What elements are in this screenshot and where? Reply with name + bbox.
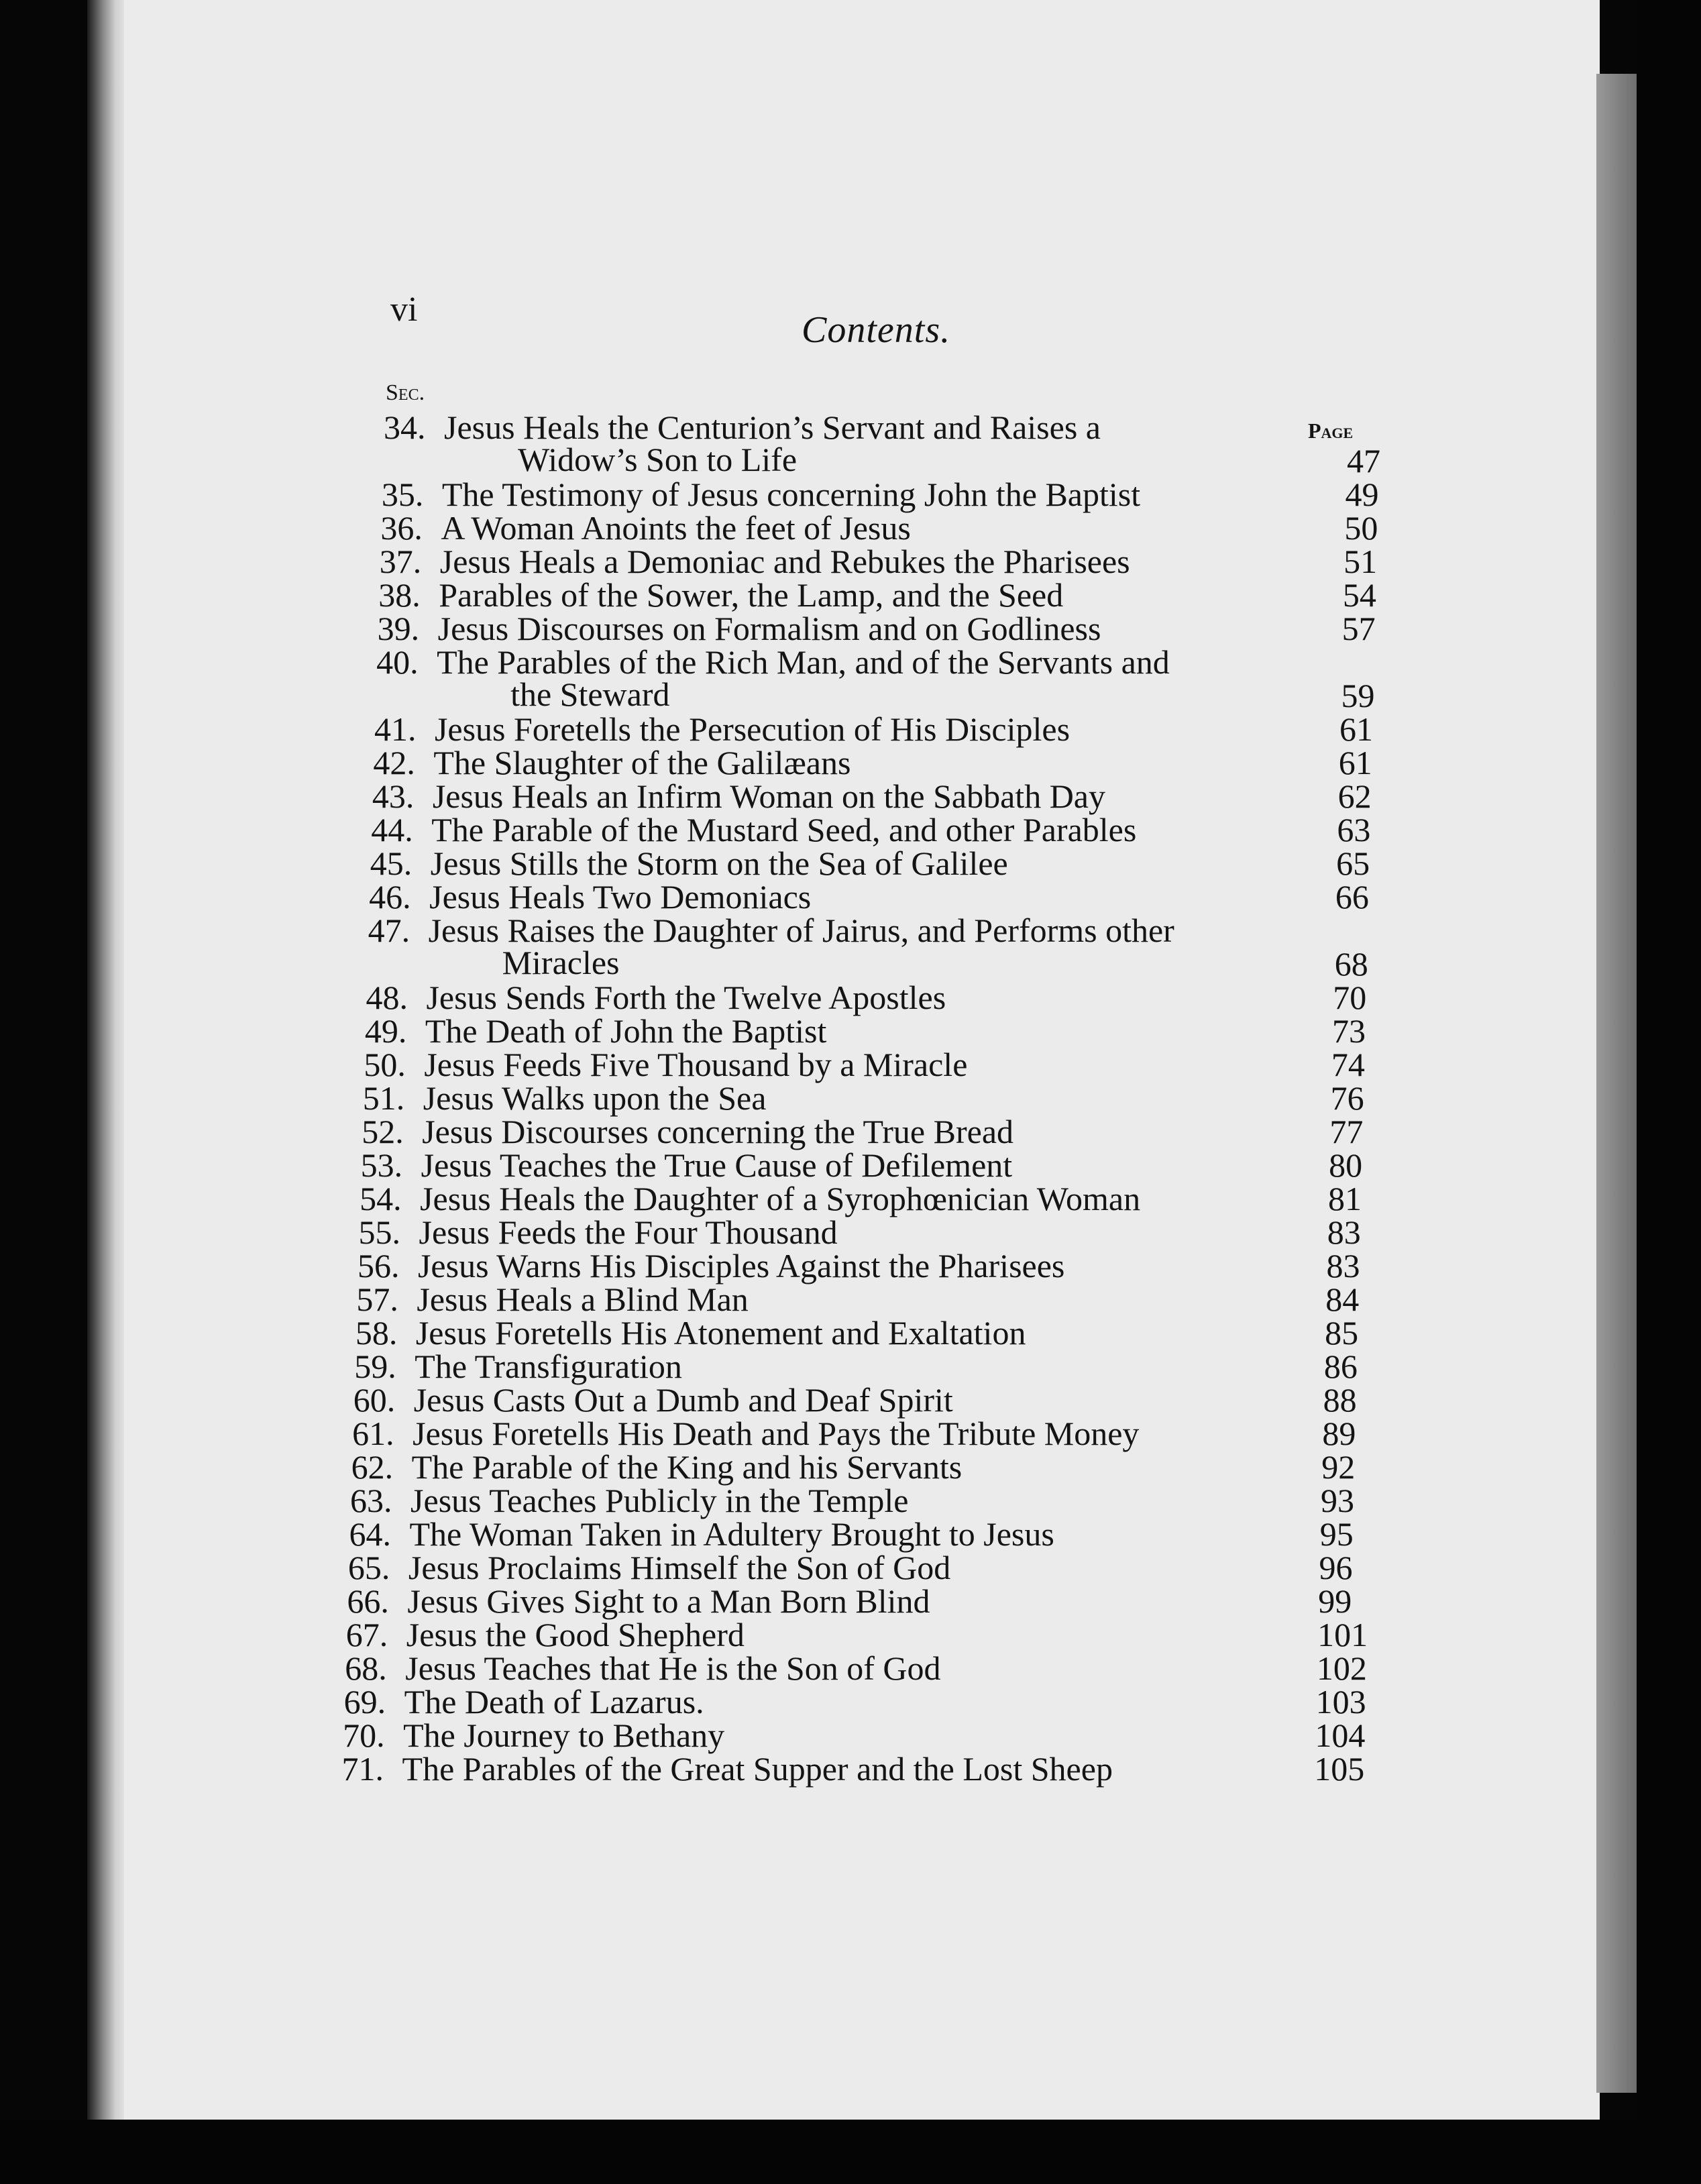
toc-title: Jesus Feeds Five Thousand by a Miracle bbox=[424, 1046, 968, 1083]
toc-page-number: 49 bbox=[1345, 476, 1379, 513]
toc-title: Jesus Heals a Blind Man bbox=[417, 1280, 749, 1318]
toc-entry bbox=[354, 1350, 1375, 1383]
toc-title: Jesus Discourses concerning the True Bread bbox=[422, 1113, 1014, 1150]
toc-section-number: 48. bbox=[366, 979, 408, 1016]
toc-entry bbox=[353, 1383, 1375, 1417]
toc-title: The Parable of the King and his Servants bbox=[411, 1448, 963, 1486]
toc-entry bbox=[365, 1014, 1375, 1048]
toc-section-number: 69. bbox=[343, 1683, 386, 1721]
toc-page-number: 105 bbox=[1314, 1750, 1365, 1788]
toc-page-number: 88 bbox=[1323, 1381, 1357, 1419]
toc-section-number: 56. bbox=[357, 1247, 400, 1285]
toc-page-number: 63 bbox=[1337, 811, 1371, 849]
toc-section-number: 40. bbox=[376, 643, 419, 681]
toc-title: Jesus Raises the Daughter of Jairus, and Performs other bbox=[428, 912, 1174, 949]
toc-page-number: 101 bbox=[1317, 1616, 1368, 1653]
toc-section-number: 62. bbox=[351, 1448, 394, 1486]
toc-entry bbox=[384, 408, 1380, 480]
toc-title: The Transfiguration bbox=[415, 1348, 682, 1385]
toc-title: The Death of John the Baptist bbox=[425, 1012, 827, 1050]
toc-page-number: 54 bbox=[1342, 576, 1376, 614]
toc-title: Jesus Casts Out a Dumb and Deaf Spirit bbox=[413, 1381, 953, 1419]
toc-title: Jesus Heals the Centurion’s Servant and Raises a bbox=[444, 408, 1101, 446]
toc-section-number: 51. bbox=[362, 1079, 405, 1117]
toc-page-number: 47 bbox=[1347, 442, 1380, 480]
toc-title: Jesus Foretells His Atonement and Exaltation bbox=[415, 1314, 1026, 1352]
toc-section-number: 53. bbox=[360, 1146, 403, 1184]
toc-section-number: 63. bbox=[350, 1482, 392, 1519]
toc-title-continued: Widow’s Son to Life bbox=[518, 441, 798, 478]
toc-page-number: 93 bbox=[1320, 1482, 1354, 1519]
toc-page-number: 84 bbox=[1325, 1280, 1360, 1318]
toc-page-number: 57 bbox=[1341, 610, 1376, 647]
toc-title: The Woman Taken in Adultery Brought to Jesus bbox=[409, 1515, 1054, 1553]
toc-title: Parables of the Sower, the Lamp, and the Seed bbox=[439, 576, 1064, 614]
toc-title: Jesus Teaches that He is the Son of God bbox=[405, 1649, 941, 1687]
toc-title: Jesus Teaches the True Cause of Defilement bbox=[421, 1146, 1013, 1184]
toc-entry bbox=[371, 813, 1375, 847]
toc-entry bbox=[348, 1551, 1375, 1584]
toc-title: Jesus Stills the Storm on the Sea of Galilee bbox=[430, 844, 1008, 882]
toc-entry bbox=[357, 1247, 1375, 1285]
toc-entry bbox=[372, 779, 1375, 813]
toc-entry bbox=[345, 1651, 1375, 1685]
toc-page-number: 59 bbox=[1341, 677, 1375, 714]
toc-section-number: 70. bbox=[343, 1716, 385, 1754]
toc-title: Jesus the Good Shepherd bbox=[406, 1616, 745, 1653]
toc-title: Jesus Heals Two Demoniacs bbox=[429, 878, 812, 916]
running-title: Contents. bbox=[802, 309, 951, 351]
toc-section-number: 58. bbox=[355, 1314, 398, 1352]
toc-title: Jesus Feeds the Four Thousand bbox=[419, 1213, 838, 1251]
toc-entry bbox=[374, 712, 1375, 746]
toc-section-number: 41. bbox=[374, 710, 417, 748]
toc-section-number: 49. bbox=[364, 1012, 407, 1050]
toc-page-number: 66 bbox=[1335, 878, 1369, 916]
toc-entry bbox=[347, 1584, 1375, 1618]
toc-entry bbox=[356, 1282, 1375, 1316]
toc-title: Jesus Heals a Demoniac and Rebukes the Pharisees bbox=[439, 543, 1130, 580]
toc-title: The Death of Lazarus. bbox=[404, 1683, 704, 1721]
toc-section-number: 37. bbox=[379, 543, 422, 580]
toc-section-number: 38. bbox=[378, 576, 421, 614]
toc-section-number: 39. bbox=[377, 610, 420, 647]
toc-title: Jesus Teaches Publicly in the Temple bbox=[410, 1482, 909, 1519]
toc-section-number: 43. bbox=[372, 777, 415, 815]
toc-entry bbox=[376, 643, 1375, 714]
toc-section-number: 52. bbox=[362, 1113, 404, 1150]
toc-page-number: 51 bbox=[1343, 543, 1378, 580]
toc-title-continued: the Steward bbox=[510, 675, 670, 713]
toc-section-number: 46. bbox=[369, 878, 411, 916]
toc-title: Jesus Gives Sight to a Man Born Blind bbox=[407, 1582, 930, 1620]
toc-title: The Journey to Bethany bbox=[403, 1716, 725, 1754]
toc-page-number: 70 bbox=[1333, 979, 1367, 1016]
toc-section-number: 60. bbox=[353, 1381, 396, 1419]
toc-entry bbox=[342, 1752, 1375, 1786]
toc-title: Jesus Heals an Infirm Woman on the Sabbath Day bbox=[432, 777, 1106, 815]
toc-section-number: 50. bbox=[364, 1046, 406, 1083]
toc-title-continued: Miracles bbox=[502, 944, 620, 981]
toc-page-number: 61 bbox=[1339, 710, 1373, 748]
toc-page-number: 89 bbox=[1322, 1415, 1356, 1452]
toc-section-number: 65. bbox=[347, 1549, 390, 1586]
page-number: vi bbox=[390, 290, 418, 329]
toc-entry bbox=[349, 1517, 1375, 1551]
toc-entry bbox=[368, 912, 1375, 983]
sec-column-label: Sec. bbox=[386, 380, 425, 405]
toc-page-number: 104 bbox=[1315, 1716, 1366, 1754]
toc-page-number: 77 bbox=[1329, 1113, 1364, 1150]
toc-entry bbox=[366, 981, 1375, 1014]
toc-section-number: 57. bbox=[356, 1280, 398, 1318]
toc-entry bbox=[346, 1618, 1375, 1651]
toc-page-number: 96 bbox=[1319, 1549, 1353, 1586]
toc-title: Jesus Sends Forth the Twelve Apostles bbox=[426, 979, 946, 1016]
toc-page-number: 62 bbox=[1337, 777, 1372, 815]
toc-section-number: 66. bbox=[347, 1582, 389, 1620]
toc-entry bbox=[359, 1215, 1375, 1249]
toc-section-number: 42. bbox=[373, 744, 415, 781]
toc-section-number: 54. bbox=[360, 1180, 402, 1217]
toc-entry bbox=[381, 476, 1379, 513]
toc-title: The Parables of the Great Supper and the Lost Sheep bbox=[402, 1750, 1113, 1788]
toc-entry bbox=[355, 1316, 1375, 1350]
toc-page-number: 85 bbox=[1325, 1314, 1359, 1352]
toc-entry bbox=[362, 1115, 1375, 1148]
toc-entry bbox=[370, 844, 1375, 882]
toc-entry bbox=[378, 612, 1375, 645]
toc-section-number: 45. bbox=[370, 844, 413, 882]
toc-entry bbox=[343, 1683, 1375, 1721]
toc-page-number: 65 bbox=[1336, 844, 1370, 882]
toc-title: Jesus Discourses on Formalism and on Godliness bbox=[437, 610, 1101, 647]
toc-page-number: 102 bbox=[1316, 1649, 1367, 1687]
page-column-label: Page bbox=[1308, 419, 1354, 443]
toc-title: Jesus Foretells His Death and Pays the Tribute Money bbox=[413, 1415, 1140, 1452]
toc-page-number: 50 bbox=[1344, 509, 1378, 547]
toc-entry bbox=[352, 1417, 1375, 1450]
toc-section-number: 71. bbox=[341, 1750, 384, 1788]
toc-section-number: 55. bbox=[358, 1213, 401, 1251]
toc-section-number: 44. bbox=[371, 811, 413, 849]
toc-section-number: 47. bbox=[368, 912, 410, 949]
toc-page-number: 86 bbox=[1323, 1348, 1358, 1385]
toc-section-number: 61. bbox=[352, 1415, 394, 1452]
toc-page-number: 68 bbox=[1334, 945, 1368, 983]
toc-title: Jesus Heals the Daughter of a Syrophœnician Woman bbox=[420, 1180, 1141, 1217]
toc-entry bbox=[373, 746, 1375, 779]
toc-title: A Woman Anoints the feet of Jesus bbox=[441, 509, 911, 547]
toc-entry bbox=[351, 1450, 1375, 1484]
toc-page-number: 61 bbox=[1338, 744, 1372, 781]
toc-title: The Parables of the Rich Man, and of the Servants and bbox=[437, 643, 1170, 681]
toc-page-number: 81 bbox=[1327, 1180, 1362, 1217]
toc-title: Jesus Proclaims Himself the Son of God bbox=[408, 1549, 951, 1586]
toc-title: The Testimony of Jesus concerning John the Baptist bbox=[441, 476, 1141, 513]
toc-title: Jesus Warns His Disciples Against the Pharisees bbox=[417, 1247, 1065, 1285]
toc-entry bbox=[350, 1484, 1375, 1517]
toc-section-number: 34. bbox=[384, 408, 426, 446]
toc-section-number: 64. bbox=[349, 1515, 391, 1553]
toc-section-number: 36. bbox=[380, 509, 423, 547]
toc-entry bbox=[369, 880, 1375, 914]
toc-page-number: 73 bbox=[1332, 1012, 1366, 1050]
toc-page-number: 103 bbox=[1315, 1683, 1366, 1721]
toc-section-number: 59. bbox=[354, 1348, 396, 1385]
toc-page-number: 92 bbox=[1321, 1448, 1356, 1486]
toc-page-number: 80 bbox=[1329, 1146, 1363, 1184]
toc-page-number: 83 bbox=[1327, 1213, 1361, 1251]
toc-entry bbox=[379, 543, 1378, 580]
toc-page-number: 99 bbox=[1318, 1582, 1352, 1620]
toc-entry bbox=[343, 1718, 1375, 1752]
toc-section-number: 35. bbox=[381, 476, 424, 513]
toc-entry bbox=[360, 1182, 1375, 1215]
toc-section-number: 68. bbox=[345, 1649, 387, 1687]
toc-title: Jesus Walks upon the Sea bbox=[423, 1079, 767, 1117]
toc-title: The Slaughter of the Galilæans bbox=[433, 744, 851, 781]
toc-page-number: 74 bbox=[1331, 1046, 1365, 1083]
toc-page-number: 95 bbox=[1319, 1515, 1354, 1553]
toc-entry bbox=[380, 509, 1378, 547]
toc-title: The Parable of the Mustard Seed, and other Parables bbox=[431, 811, 1137, 849]
toc-entry bbox=[363, 1081, 1375, 1115]
toc-title: Jesus Foretells the Persecution of His Disciples bbox=[434, 710, 1071, 748]
toc-entry bbox=[364, 1048, 1375, 1081]
toc-entry bbox=[378, 578, 1375, 612]
toc-page-number: 83 bbox=[1326, 1247, 1360, 1285]
toc-section-number: 67. bbox=[345, 1616, 388, 1653]
toc-entry bbox=[361, 1148, 1375, 1182]
toc-page-number: 76 bbox=[1330, 1079, 1364, 1117]
